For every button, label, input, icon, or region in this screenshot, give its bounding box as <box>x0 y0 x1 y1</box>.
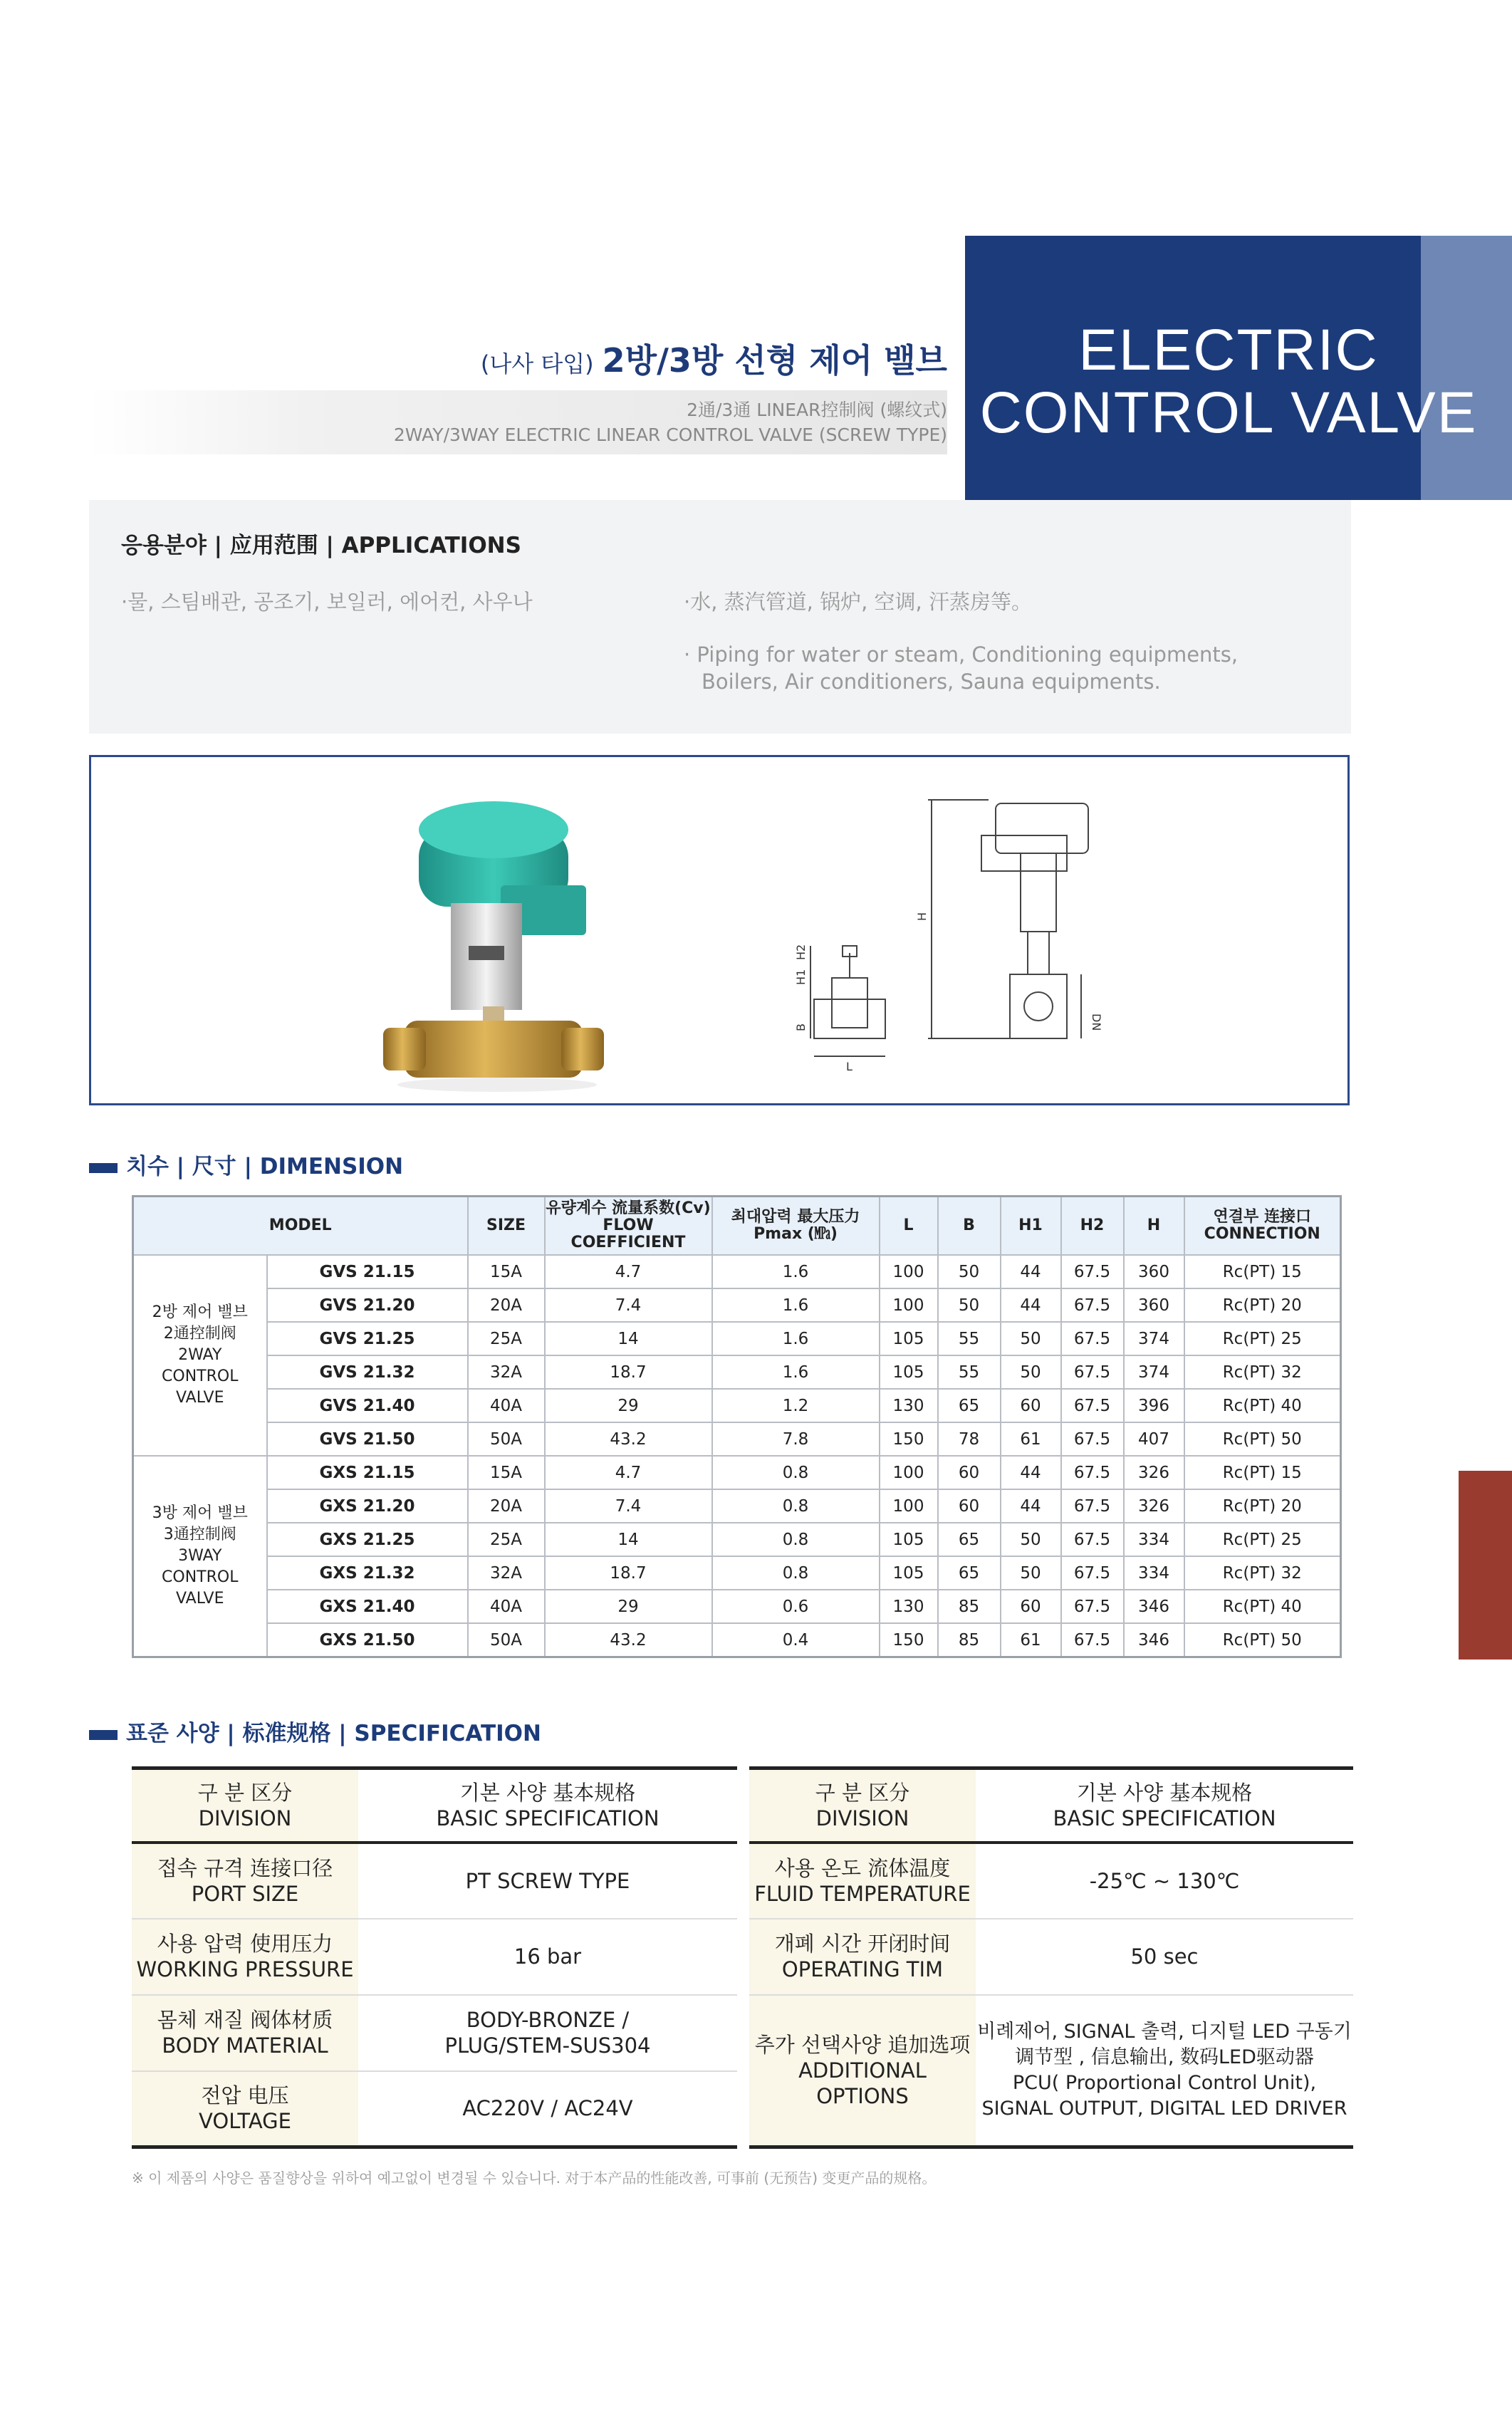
col-connection <box>1184 1197 1341 1256</box>
table-cell: 100 <box>880 1255 938 1288</box>
group-label-line: 3通控制阀 <box>163 1526 236 1543</box>
applications-chinese: ·水, 蒸汽管道, 锅炉, 空调, 汗蒸房等。 <box>684 590 1032 614</box>
table-cell: 374 <box>1124 1355 1184 1389</box>
col-conn-en: CONNECTION <box>1204 1225 1320 1243</box>
label-kr: 추가 선택사양 追加选项 <box>754 2032 971 2057</box>
table-row <box>133 1288 1341 1322</box>
table-row <box>133 1523 1341 1556</box>
model-cell: GXS 21.50 <box>267 1623 468 1657</box>
badge-line-1: ELECTRIC <box>1078 318 1379 382</box>
spec-header-row <box>749 1768 1353 1843</box>
section-marker <box>89 1730 118 1740</box>
label-en: BODY MATERIAL <box>162 2033 328 2058</box>
table-cell: 55 <box>938 1322 1001 1355</box>
label-l: L <box>846 1060 853 1073</box>
label-kr: 사용 온도 流体温度 <box>774 1855 951 1880</box>
table-cell: 18.7 <box>545 1355 712 1389</box>
spec-row-body-material <box>132 1995 737 2071</box>
table-cell: 25A <box>468 1523 545 1556</box>
spec-value <box>358 1995 737 2071</box>
table-cell: 67.5 <box>1061 1355 1124 1389</box>
table-cell: Rc(PT) 50 <box>1184 1623 1341 1657</box>
subtitle-english: 2WAY/3WAY ELECTRIC LINEAR CONTROL VALVE (SCREW TYPE) <box>393 424 947 445</box>
table-cell: 105 <box>880 1355 938 1389</box>
table-cell: 334 <box>1124 1523 1184 1556</box>
table-cell: 50A <box>468 1623 545 1657</box>
table-cell: 326 <box>1124 1456 1184 1489</box>
label-b: B <box>794 1023 808 1031</box>
table-cell: 50A <box>468 1422 545 1456</box>
table-cell: 150 <box>880 1422 938 1456</box>
group-label-line: CONTROL <box>162 1367 239 1385</box>
table-cell: 7.8 <box>712 1422 880 1456</box>
applications-heading: 응용분야 | 应用范围 | APPLICATIONS <box>121 533 521 558</box>
table-cell: 14 <box>545 1523 712 1556</box>
dimension-heading-text: 치수 | 尺寸 | DIMENSION <box>126 1154 404 1179</box>
table-cell: 18.7 <box>545 1556 712 1590</box>
spec-header-row <box>132 1768 737 1843</box>
spec-label <box>749 1995 976 2147</box>
table-cell: 360 <box>1124 1288 1184 1322</box>
basic-kr: 기본 사양 基本规格 <box>1076 1780 1253 1805</box>
table-cell: 0.4 <box>712 1623 880 1657</box>
label-en: PORT SIZE <box>191 1881 299 1906</box>
table-cell: 14 <box>545 1322 712 1355</box>
table-cell: 44 <box>1001 1456 1061 1489</box>
table-cell: 29 <box>545 1590 712 1623</box>
spec-division-header <box>749 1768 976 1843</box>
table-cell: 32A <box>468 1556 545 1590</box>
model-cell: GVS 21.20 <box>267 1288 468 1322</box>
table-cell: 105 <box>880 1322 938 1355</box>
value-line-2: 调节型 , 信息输出, 数码LED驱动器 <box>1015 2046 1314 2068</box>
col-pressure-kr: 최대압력 最大压力 <box>731 1208 860 1226</box>
model-cell: GXS 21.15 <box>267 1456 468 1489</box>
table-cell: 130 <box>880 1389 938 1422</box>
table-cell: Rc(PT) 32 <box>1184 1355 1341 1389</box>
table-cell: 0.6 <box>712 1590 880 1623</box>
product-image-frame <box>89 755 1350 1105</box>
table-cell: Rc(PT) 25 <box>1184 1322 1341 1355</box>
table-cell: Rc(PT) 20 <box>1184 1288 1341 1322</box>
label-en: FLUID TEMPERATURE <box>754 1881 971 1906</box>
col-h: H <box>1124 1197 1184 1256</box>
table-cell: 326 <box>1124 1489 1184 1523</box>
page-title <box>89 335 947 382</box>
table-cell: 78 <box>938 1422 1001 1456</box>
table-cell: 67.5 <box>1061 1590 1124 1623</box>
spec-basic-header <box>976 1768 1353 1843</box>
table-cell: 55 <box>938 1355 1001 1389</box>
table-cell: 396 <box>1124 1389 1184 1422</box>
table-cell: 407 <box>1124 1422 1184 1456</box>
model-cell: GVS 21.25 <box>267 1322 468 1355</box>
basic-en: BASIC SPECIFICATION <box>436 1806 659 1830</box>
group-label-line: 2通控制阀 <box>163 1325 236 1343</box>
table-cell: Rc(PT) 50 <box>1184 1422 1341 1456</box>
table-cell: 4.7 <box>545 1456 712 1489</box>
title-main-text: 2방/3방 선형 제어 밸브 <box>602 341 947 380</box>
table-cell: 20A <box>468 1288 545 1322</box>
model-cell: GXS 21.20 <box>267 1489 468 1523</box>
table-cell: 65 <box>938 1556 1001 1590</box>
table-cell: 130 <box>880 1590 938 1623</box>
table-cell: 360 <box>1124 1255 1184 1288</box>
model-cell: GXS 21.25 <box>267 1523 468 1556</box>
spec-value: 16 bar <box>358 1919 737 1995</box>
group-label-line: VALVE <box>176 1590 224 1608</box>
table-cell: 374 <box>1124 1322 1184 1355</box>
spec-division-header <box>132 1768 358 1843</box>
value-line-4: SIGNAL OUTPUT, DIGITAL LED DRIVER <box>981 2097 1347 2120</box>
spec-label <box>132 2071 358 2147</box>
table-row <box>133 1489 1341 1523</box>
col-flow-kr: 유량계수 流量系数(Cv) <box>546 1199 711 1217</box>
table-cell: 346 <box>1124 1623 1184 1657</box>
table-cell: 65 <box>938 1389 1001 1422</box>
table-row <box>133 1389 1341 1422</box>
table-cell: 67.5 <box>1061 1456 1124 1489</box>
table-cell: Rc(PT) 15 <box>1184 1456 1341 1489</box>
specification-heading-text: 표준 사양 | 标准规格 | SPECIFICATION <box>126 1721 541 1746</box>
table-cell: 100 <box>880 1489 938 1523</box>
division-kr: 구 분 区分 <box>197 1780 293 1805</box>
table-row <box>133 1255 1341 1288</box>
table-cell: 50 <box>1001 1523 1061 1556</box>
value-line-2: PLUG/STEM-SUS304 <box>444 2033 651 2058</box>
table-cell: 50 <box>1001 1322 1061 1355</box>
badge-line-2: CONTROL VALVE <box>979 380 1478 445</box>
group-label-3way <box>133 1456 267 1657</box>
table-cell: 100 <box>880 1456 938 1489</box>
col-flow-en: FLOW COEFFICIENT <box>570 1216 686 1251</box>
table-cell: 4.7 <box>545 1255 712 1288</box>
label-kr: 개폐 시간 开闭时间 <box>774 1932 951 1956</box>
section-marker <box>89 1163 118 1173</box>
label-h2: H2 <box>794 944 808 960</box>
table-cell: 7.4 <box>545 1489 712 1523</box>
table-row <box>133 1590 1341 1623</box>
table-cell: 105 <box>880 1523 938 1556</box>
table-cell: 43.2 <box>545 1422 712 1456</box>
subtitle-chinese: 2通/3通 LINEAR控制阀 (螺纹式) <box>687 400 947 420</box>
spec-value: -25℃ ~ 130℃ <box>976 1843 1353 1919</box>
page-edge-tab <box>1459 1471 1512 1660</box>
table-header-row <box>133 1197 1341 1256</box>
dimension-drawing <box>754 786 1152 1085</box>
division-en: DIVISION <box>815 1806 909 1830</box>
table-cell: 105 <box>880 1556 938 1590</box>
table-cell: 334 <box>1124 1556 1184 1590</box>
table-cell: 1.6 <box>712 1355 880 1389</box>
spec-row-voltage <box>132 2071 737 2147</box>
table-cell: 15A <box>468 1255 545 1288</box>
value-line-3: PCU( Proportional Control Unit), <box>1012 2071 1317 2094</box>
col-pressure <box>712 1197 880 1256</box>
spec-label <box>132 1919 358 1995</box>
label-dn: DN <box>1090 1014 1103 1031</box>
value-line-1: BODY-BRONZE / <box>466 2008 630 2032</box>
table-cell: 20A <box>468 1489 545 1523</box>
table-cell: 1.6 <box>712 1322 880 1355</box>
division-en: DIVISION <box>198 1806 292 1830</box>
table-cell: 1.6 <box>712 1255 880 1288</box>
table-cell: Rc(PT) 32 <box>1184 1556 1341 1590</box>
spec-row-working-pressure <box>132 1919 737 1995</box>
applications-english-1: · Piping for water or steam, Conditioning equipments, <box>684 642 1239 667</box>
table-cell: 67.5 <box>1061 1288 1124 1322</box>
table-cell: 0.8 <box>712 1489 880 1523</box>
spec-row-port-size <box>132 1843 737 1919</box>
table-cell: 29 <box>545 1389 712 1422</box>
spec-row-operating-time <box>749 1919 1353 1995</box>
spec-row-additional-options <box>749 1995 1353 2147</box>
spec-basic-header <box>358 1768 737 1843</box>
group-label-line: VALVE <box>176 1389 224 1407</box>
dimension-table <box>132 1195 1342 1658</box>
model-cell: GXS 21.32 <box>267 1556 468 1590</box>
label-kr: 접속 규격 连接口径 <box>157 1855 333 1880</box>
division-kr: 구 분 区分 <box>815 1780 910 1805</box>
spec-label <box>749 1919 976 1995</box>
table-cell: 60 <box>1001 1590 1061 1623</box>
spec-value <box>976 1995 1353 2147</box>
col-h2: H2 <box>1061 1197 1124 1256</box>
table-cell: 15A <box>468 1456 545 1489</box>
table-cell: 67.5 <box>1061 1255 1124 1288</box>
table-cell: 85 <box>938 1623 1001 1657</box>
label-en: ADDITIONAL OPTIONS <box>798 2058 927 2108</box>
label-en: WORKING PRESSURE <box>136 1957 354 1981</box>
table-cell: 0.8 <box>712 1456 880 1489</box>
table-cell: 67.5 <box>1061 1422 1124 1456</box>
table-cell: 346 <box>1124 1590 1184 1623</box>
table-cell: Rc(PT) 15 <box>1184 1255 1341 1288</box>
model-cell: GXS 21.40 <box>267 1590 468 1623</box>
table-cell: Rc(PT) 25 <box>1184 1523 1341 1556</box>
group-label-line: 3WAY <box>178 1547 222 1565</box>
applications-english-2: Boilers, Air conditioners, Sauna equipments. <box>702 670 1161 694</box>
model-cell: GVS 21.15 <box>267 1255 468 1288</box>
label-en: VOLTAGE <box>199 2109 291 2134</box>
table-cell: 25A <box>468 1322 545 1355</box>
col-pressure-en: Pmax (㎫) <box>754 1225 838 1243</box>
table-cell: 67.5 <box>1061 1322 1124 1355</box>
table-cell: 50 <box>1001 1355 1061 1389</box>
table-cell: 7.4 <box>545 1288 712 1322</box>
table-cell: 60 <box>1001 1389 1061 1422</box>
applications-korean: ·물, 스팀배관, 공조기, 보일러, 에어컨, 사우나 <box>121 590 533 614</box>
specification-heading <box>89 1715 541 1747</box>
table-cell: 60 <box>938 1456 1001 1489</box>
label-kr: 사용 압력 使用压力 <box>157 1932 333 1956</box>
group-label-line: 3방 제어 밸브 <box>152 1504 248 1522</box>
table-cell: Rc(PT) 20 <box>1184 1489 1341 1523</box>
col-h1: H1 <box>1001 1197 1061 1256</box>
label-kr: 몸체 재질 阀体材质 <box>157 2008 333 2032</box>
label-kr: 전압 电压 <box>201 2083 289 2108</box>
group-label-2way <box>133 1255 267 1456</box>
table-cell: 100 <box>880 1288 938 1322</box>
table-cell: 50 <box>938 1255 1001 1288</box>
table-cell: 67.5 <box>1061 1389 1124 1422</box>
table-row <box>133 1322 1341 1355</box>
spec-value: AC220V / AC24V <box>462 2096 633 2121</box>
col-conn-kr: 연결부 连接口 <box>1213 1208 1311 1226</box>
table-cell: 0.8 <box>712 1556 880 1590</box>
table-row <box>133 1556 1341 1590</box>
model-cell: GVS 21.32 <box>267 1355 468 1389</box>
table-cell: 1.2 <box>712 1389 880 1422</box>
model-cell: GVS 21.40 <box>267 1389 468 1422</box>
table-cell: 67.5 <box>1061 1489 1124 1523</box>
value-line-1: 비례제어, SIGNAL 출력, 디지털 LED 구동기 <box>977 2020 1352 2043</box>
spec-label <box>132 1995 358 2071</box>
table-cell: 50 <box>938 1288 1001 1322</box>
spec-table-right <box>749 1766 1353 2149</box>
table-cell: 65 <box>938 1523 1001 1556</box>
col-size: SIZE <box>468 1197 545 1256</box>
table-cell: 44 <box>1001 1489 1061 1523</box>
spec-value: PT SCREW TYPE <box>358 1843 737 1919</box>
table-cell: 1.6 <box>712 1288 880 1322</box>
label-h1: H1 <box>794 969 808 985</box>
table-cell: 0.8 <box>712 1523 880 1556</box>
spec-label <box>749 1843 976 1919</box>
table-cell: 61 <box>1001 1422 1061 1456</box>
spec-value: 50 sec <box>976 1919 1353 1995</box>
group-label-line: 2방 제어 밸브 <box>152 1303 248 1321</box>
basic-kr: 기본 사양 基本规格 <box>459 1780 636 1805</box>
table-row <box>133 1422 1341 1456</box>
group-label-line: CONTROL <box>162 1568 239 1586</box>
col-l: L <box>880 1197 938 1256</box>
label-h: H <box>915 912 929 921</box>
basic-en: BASIC SPECIFICATION <box>1053 1806 1276 1830</box>
table-cell: Rc(PT) 40 <box>1184 1389 1341 1422</box>
table-row <box>133 1623 1341 1657</box>
table-cell: 50 <box>1001 1556 1061 1590</box>
table-cell: 67.5 <box>1061 1523 1124 1556</box>
category-badge-text <box>965 319 1492 444</box>
table-cell: 60 <box>938 1489 1001 1523</box>
col-b: B <box>938 1197 1001 1256</box>
table-cell: 150 <box>880 1623 938 1657</box>
label-en: OPERATING TIM <box>781 1957 944 1981</box>
table-cell: 40A <box>468 1590 545 1623</box>
table-cell: 40A <box>468 1389 545 1422</box>
table-cell: 85 <box>938 1590 1001 1623</box>
group-label-line: 2WAY <box>178 1346 222 1364</box>
valve-photo <box>376 778 675 1092</box>
dimension-heading <box>89 1148 403 1180</box>
spec-label <box>132 1843 358 1919</box>
footnote: ※ 이 제품의 사양은 품질향상을 위하여 예고없이 변경될 수 있습니다. 对于本产品的性能改善, 可事前 (无预告) 变更产品的规格。 <box>132 2169 937 2187</box>
table-cell: 44 <box>1001 1288 1061 1322</box>
col-flow <box>545 1197 712 1256</box>
table-row <box>133 1456 1341 1489</box>
table-row <box>133 1355 1341 1389</box>
table-cell: Rc(PT) 40 <box>1184 1590 1341 1623</box>
table-cell: 67.5 <box>1061 1623 1124 1657</box>
table-cell: 67.5 <box>1061 1556 1124 1590</box>
model-cell: GVS 21.50 <box>267 1422 468 1456</box>
table-cell: 43.2 <box>545 1623 712 1657</box>
table-cell: 32A <box>468 1355 545 1389</box>
table-cell: 61 <box>1001 1623 1061 1657</box>
spec-row-fluid-temperature <box>749 1843 1353 1919</box>
title-type-note: (나사 타입) <box>480 350 594 377</box>
table-cell: 44 <box>1001 1255 1061 1288</box>
spec-table-left <box>132 1766 737 2149</box>
col-model: MODEL <box>133 1197 468 1256</box>
